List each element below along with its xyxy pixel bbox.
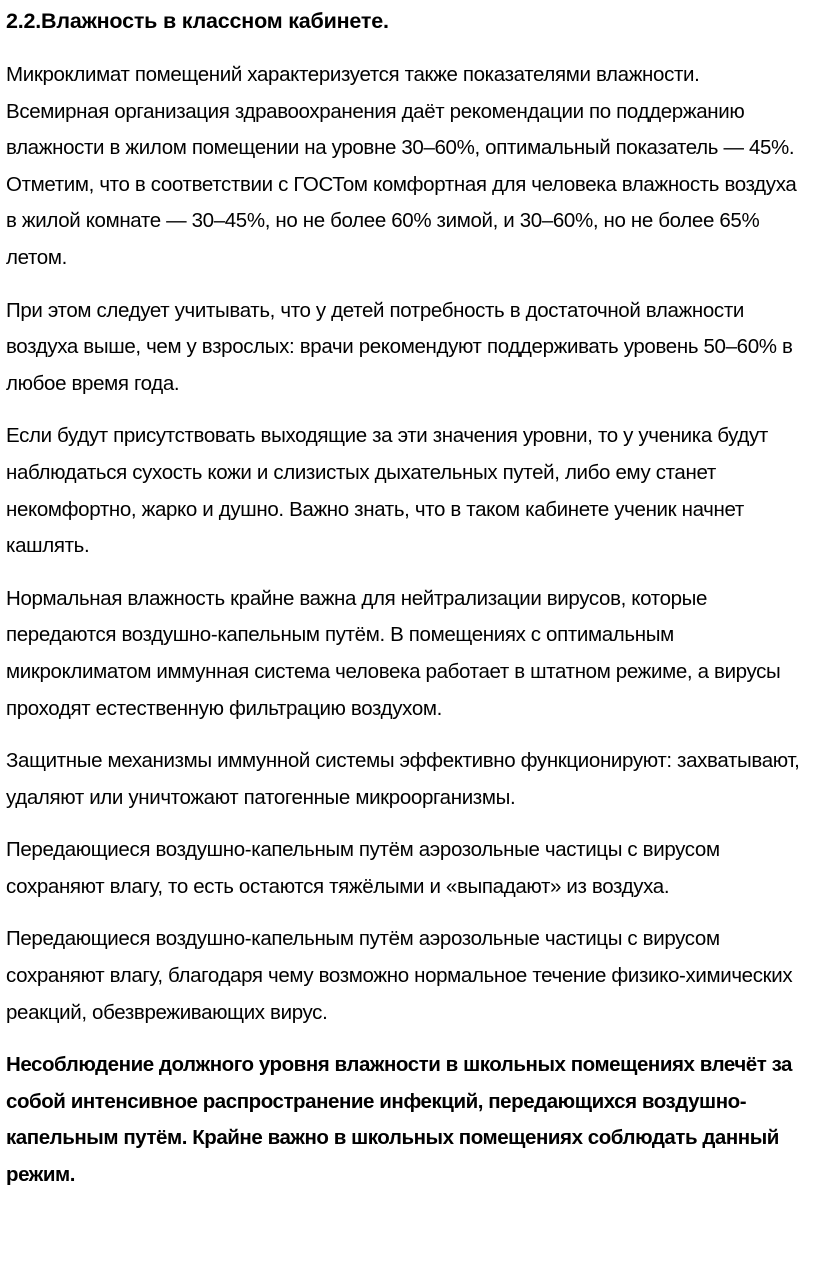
paragraph-aerosol-particles: Передающиеся воздушно-капельным путём аэрозольные частицы с вирусом сохраняют влагу, то есть остаются тяжёлыми и «выпадают» из воздуха. (6, 838, 720, 898)
paragraph-deviation-effects: Если будут присутствовать выходящие за эти значения уровни, то у ученика будут наблюдаться сухость кожи и слизистых дыхательных путей, либо ему станет некомфортно, жарко и душно. Важно знать, что в таком кабинете ученик начнет кашлять. (6, 424, 768, 558)
paragraph-children-needs: При этом следует учитывать, что у детей потребность в достаточной влажности воздуха выше, чем у взрослых: врачи рекомендуют поддерживать уровень 50–60% в любое время года. (6, 298, 793, 395)
section-heading: 2.2.Влажность в классном кабинете. (6, 9, 389, 33)
conclusion-paragraph: Несоблюдение должного уровня влажности в школьных помещениях влечёт за собой интенсивное распространение инфекций, передающихся воздушно-капельным путём. Крайне важно в школьных помещениях соблюдать данный режим. (6, 1053, 792, 1187)
paragraph-aerosol-reactions: Передающиеся воздушно-капельным путём аэрозольные частицы с вирусом сохраняют влагу, благодаря чему возможно нормальное течение физико-химических реакций, обезвреживающих вирус. (6, 927, 793, 1024)
paragraph-humidity-norms: Микроклимат помещений характеризуется также показателями влажности. Всемирная организация здравоохранения даёт рекомендации по поддержанию влажности в жилом помещении на уровне 30–60%, оптимальный показатель — 45%. Отметим, что в соответствии с ГОСТом комфортная для человека влажность воздуха в жилой комнате — 30–45%, но не более 60% зимой, и 30–60%, но не более 65% летом. (6, 63, 797, 269)
paragraph-immune-mechanisms: Защитные механизмы иммунной системы эффективно функционируют: захватывают, удаляют или уничтожают патогенные микроорганизмы. (6, 749, 800, 809)
paragraph-virus-neutralization: Нормальная влажность крайне важна для нейтрализации вирусов, которые передаются воздушно-капельным путём. В помещениях с оптимальным микроклиматом иммунная система человека работает в штатном режиме, а вирусы проходят естественную фильтрацию воздухом. (6, 586, 781, 720)
